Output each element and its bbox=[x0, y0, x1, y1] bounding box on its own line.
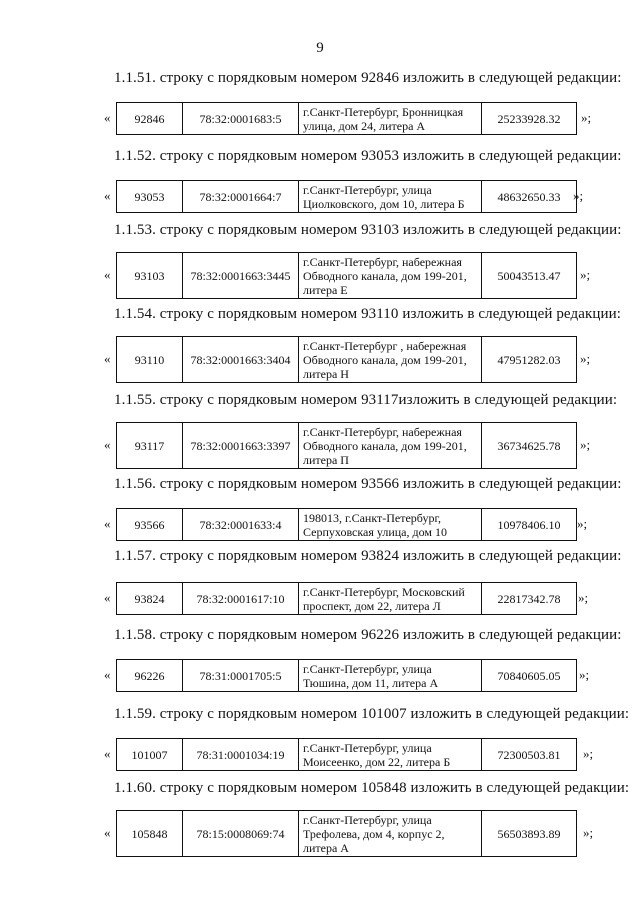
address-cell bbox=[299, 181, 482, 213]
record-number-cell: 93103 bbox=[117, 253, 183, 299]
value-cell: 25233928.32 bbox=[482, 103, 577, 135]
record-table bbox=[116, 180, 577, 213]
record-table bbox=[116, 659, 577, 692]
record-table bbox=[116, 508, 577, 541]
cadastral-number-cell: 78:32:0001633:4 bbox=[183, 509, 299, 541]
open-quote: « bbox=[104, 351, 111, 366]
table-row bbox=[117, 583, 577, 615]
address-line: г.Санкт-Петербург, улица bbox=[303, 812, 432, 827]
cadastral-number-cell: 78:15:0008069:74 bbox=[183, 811, 299, 857]
cadastral-number-cell: 78:32:0001663:3445 bbox=[183, 253, 299, 299]
address-line: г.Санкт-Петербург, улица bbox=[303, 182, 432, 197]
record-number-cell: 93110 bbox=[117, 337, 183, 383]
close-quote: »; bbox=[583, 746, 594, 761]
section-heading: 1.1.60. строку с порядковым номером 105848 изложить в следующей редакции: bbox=[114, 780, 630, 796]
cadastral-number-cell: 78:32:0001683:5 bbox=[183, 103, 299, 135]
address-line: г.Санкт-Петербург, улица bbox=[303, 661, 432, 676]
close-quote: »; bbox=[580, 437, 591, 452]
address-cell bbox=[299, 337, 482, 383]
cadastral-number-cell: 78:32:0001664:7 bbox=[183, 181, 299, 213]
address-line: литера Е bbox=[303, 282, 348, 297]
table-row bbox=[117, 337, 577, 383]
address-line: 198013, г.Санкт-Петербург, bbox=[303, 510, 442, 525]
value-cell: 47951282.03 bbox=[482, 337, 577, 383]
close-quote: »; bbox=[578, 590, 589, 605]
page-number: 9 bbox=[316, 40, 324, 56]
address-cell bbox=[299, 739, 482, 771]
record-number-cell: 93566 bbox=[117, 509, 183, 541]
record-table bbox=[116, 810, 577, 857]
section-heading: 1.1.57. строку с порядковым номером 93824 изложить в следующей редакции: bbox=[114, 548, 622, 564]
value-cell: 72300503.81 bbox=[482, 739, 577, 771]
record-number-cell: 93117 bbox=[117, 423, 183, 469]
record-table bbox=[116, 252, 577, 299]
record-table bbox=[116, 582, 577, 615]
address-line: г.Санкт-Петербург, набережная bbox=[303, 424, 462, 439]
value-cell: 50043513.47 bbox=[482, 253, 577, 299]
record-number-cell: 93053 bbox=[117, 181, 183, 213]
record-table bbox=[116, 422, 577, 469]
table-row bbox=[117, 181, 577, 213]
address-line: улица, дом 24, литера А bbox=[303, 118, 426, 133]
section-heading: 1.1.56. строку с порядковым номером 93566 изложить в следующей редакции: bbox=[114, 476, 622, 492]
cadastral-number-cell: 78:32:0001663:3397 bbox=[183, 423, 299, 469]
close-quote: »; bbox=[580, 267, 591, 282]
cadastral-number-cell: 78:32:0001617:10 bbox=[183, 583, 299, 615]
close-quote: »; bbox=[579, 667, 590, 682]
open-quote: « bbox=[104, 267, 111, 282]
address-line: Циолковского, дом 10, литера Б bbox=[303, 196, 465, 211]
address-cell bbox=[299, 583, 482, 615]
address-cell bbox=[299, 103, 482, 135]
section-heading: 1.1.54. строку с порядковым номером 93110 изложить в следующей редакции: bbox=[114, 306, 622, 322]
close-quote: »; bbox=[581, 110, 592, 125]
address-line: г.Санкт-Петербург, набережная bbox=[303, 254, 462, 269]
record-table bbox=[116, 102, 577, 135]
address-cell bbox=[299, 423, 482, 469]
open-quote: « bbox=[104, 188, 111, 203]
close-quote: »; bbox=[573, 188, 584, 203]
close-quote: »; bbox=[583, 825, 594, 840]
address-cell bbox=[299, 660, 482, 692]
record-table bbox=[116, 738, 577, 771]
open-quote: « bbox=[104, 590, 111, 605]
record-table bbox=[116, 336, 577, 383]
address-line: г.Санкт-Петербург, Бронницкая bbox=[303, 104, 464, 119]
address-cell bbox=[299, 811, 482, 857]
address-cell bbox=[299, 253, 482, 299]
open-quote: « bbox=[104, 667, 111, 682]
open-quote: « bbox=[104, 516, 111, 531]
address-line: литера Н bbox=[303, 366, 349, 381]
value-cell: 70840605.05 bbox=[482, 660, 577, 692]
section-heading: 1.1.55. строку с порядковым номером 93117изложить в следующей редакции: bbox=[114, 392, 618, 408]
section-heading: 1.1.58. строку с порядковым номером 96226 изложить в следующей редакции: bbox=[114, 627, 622, 643]
open-quote: « bbox=[104, 746, 111, 761]
open-quote: « bbox=[104, 825, 111, 840]
address-line: Обводного канала, дом 199-201, bbox=[303, 352, 467, 367]
address-line: г.Санкт-Петербург, улица bbox=[303, 740, 432, 755]
address-line: проспект, дом 22, литера Л bbox=[303, 598, 441, 613]
record-number-cell: 92846 bbox=[117, 103, 183, 135]
address-line: Моисеенко, дом 22, литера Б bbox=[303, 754, 451, 769]
open-quote: « bbox=[104, 437, 111, 452]
section-heading: 1.1.53. строку с порядковым номером 93103 изложить в следующей редакции: bbox=[114, 222, 622, 238]
table-row bbox=[117, 739, 577, 771]
cadastral-number-cell: 78:31:0001034:19 bbox=[183, 739, 299, 771]
value-cell: 36734625.78 bbox=[482, 423, 577, 469]
close-quote: »; bbox=[577, 516, 588, 531]
table-row bbox=[117, 660, 577, 692]
section-heading: 1.1.51. строку с порядковым номером 92846 изложить в следующей редакции: bbox=[114, 70, 622, 86]
cadastral-number-cell: 78:32:0001663:3404 bbox=[183, 337, 299, 383]
value-cell: 48632650.33 bbox=[482, 181, 577, 213]
open-quote: « bbox=[104, 110, 111, 125]
table-row bbox=[117, 253, 577, 299]
address-line: Серпуховская улица, дом 10 bbox=[303, 524, 447, 539]
table-row bbox=[117, 103, 577, 135]
table-row bbox=[117, 423, 577, 469]
table-row bbox=[117, 811, 577, 857]
address-cell bbox=[299, 509, 482, 541]
record-number-cell: 101007 bbox=[117, 739, 183, 771]
address-line: Обводного канала, дом 199-201, bbox=[303, 438, 467, 453]
section-heading: 1.1.52. строку с порядковым номером 93053 изложить в следующей редакции: bbox=[114, 148, 622, 164]
address-line: литера П bbox=[303, 452, 349, 467]
address-line: Тюшина, дом 11, литера А bbox=[303, 675, 439, 690]
table-row bbox=[117, 509, 577, 541]
value-cell: 10978406.10 bbox=[482, 509, 577, 541]
value-cell: 22817342.78 bbox=[482, 583, 577, 615]
value-cell: 56503893.89 bbox=[482, 811, 577, 857]
address-line: г.Санкт-Петербург, Московский bbox=[303, 584, 465, 599]
cadastral-number-cell: 78:31:0001705:5 bbox=[183, 660, 299, 692]
record-number-cell: 93824 bbox=[117, 583, 183, 615]
close-quote: »; bbox=[580, 351, 591, 366]
address-line: Трефолева, дом 4, корпус 2, bbox=[303, 826, 445, 841]
record-number-cell: 105848 bbox=[117, 811, 183, 857]
address-line: Обводного канала, дом 199-201, bbox=[303, 268, 467, 283]
record-number-cell: 96226 bbox=[117, 660, 183, 692]
address-line: г.Санкт-Петербург , набережная bbox=[303, 338, 467, 353]
section-heading: 1.1.59. строку с порядковым номером 101007 изложить в следующей редакции: bbox=[114, 706, 630, 722]
address-line: литера А bbox=[303, 840, 349, 855]
